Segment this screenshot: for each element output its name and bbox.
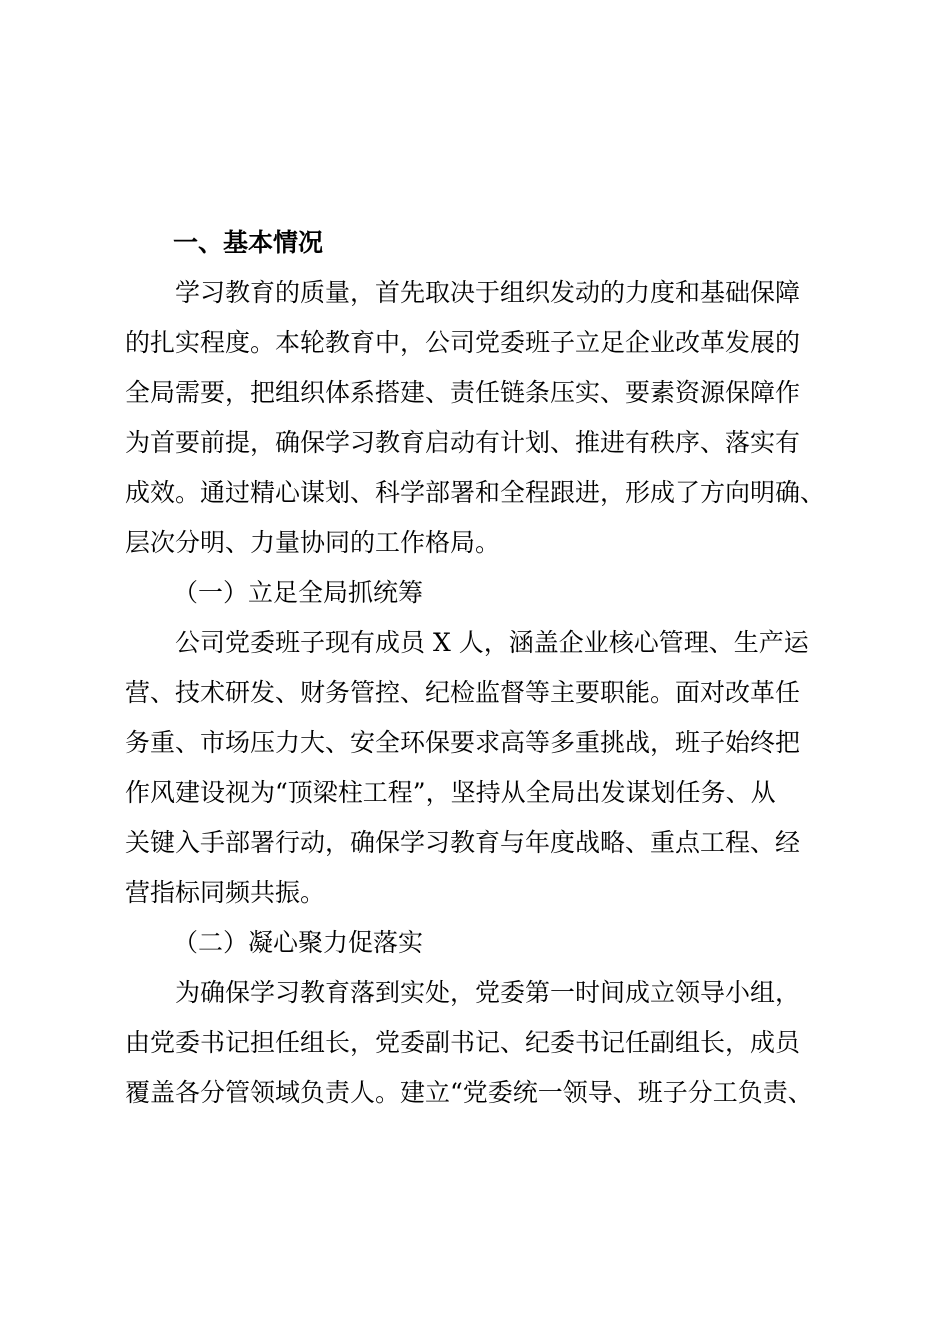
subsection-2-paragraph (125, 973, 825, 1123)
paragraph-line: 作风建设视为“顶梁柱工程”，坚持从全局出发谋划任务、从 (125, 778, 776, 807)
paragraph-line: 为首要前提，确保学习教育启动有计划、推进有秩序、落实有 (125, 428, 801, 457)
paragraph-line: 学习教育的质量，首先取决于组织发动的力度和基础保障 (175, 278, 801, 307)
paragraph-line: 营指标同频共振。 (125, 878, 326, 907)
subsection-heading-2: （二）凝心聚力促落实 (173, 928, 424, 957)
subsection-1-paragraph (125, 623, 825, 923)
intro-paragraph (125, 273, 825, 573)
paragraph-line: 覆盖各分管领域负责人。建立“党委统一领导、班子分工负责、 (125, 1078, 813, 1107)
paragraph-line: 全局需要，把组织体系搭建、责任链条压实、要素资源保障作 (125, 378, 801, 407)
paragraph-line: 营、技术研发、财务管控、纪检监督等主要职能。面对改革任 (125, 678, 801, 707)
paragraph-line: 由党委书记担任组长，党委副书记、纪委书记任副组长，成员 (125, 1028, 801, 1057)
paragraph-line: 关键入手部署行动，确保学习教育与年度战略、重点工程、经 (125, 828, 801, 857)
section-heading: 一、基本情况 (173, 228, 324, 257)
paragraph-line: 为确保学习教育落到实处，党委第一时间成立领导小组， (175, 978, 801, 1007)
subsection-heading-1: （一）立足全局抓统筹 (173, 578, 424, 607)
paragraph-line: 的扎实程度。本轮教育中，公司党委班子立足企业改革发展的 (125, 328, 801, 357)
paragraph-line: 层次分明、力量协同的工作格局。 (125, 528, 501, 557)
paragraph-line: 公司党委班子现有成员 X 人，涵盖企业核心管理、生产运 (175, 628, 809, 657)
paragraph-line: 成效。通过精心谋划、科学部署和全程跟进，形成了方向明确、 (125, 478, 826, 507)
paragraph-line: 务重、市场压力大、安全环保要求高等多重挑战，班子始终把 (125, 728, 801, 757)
